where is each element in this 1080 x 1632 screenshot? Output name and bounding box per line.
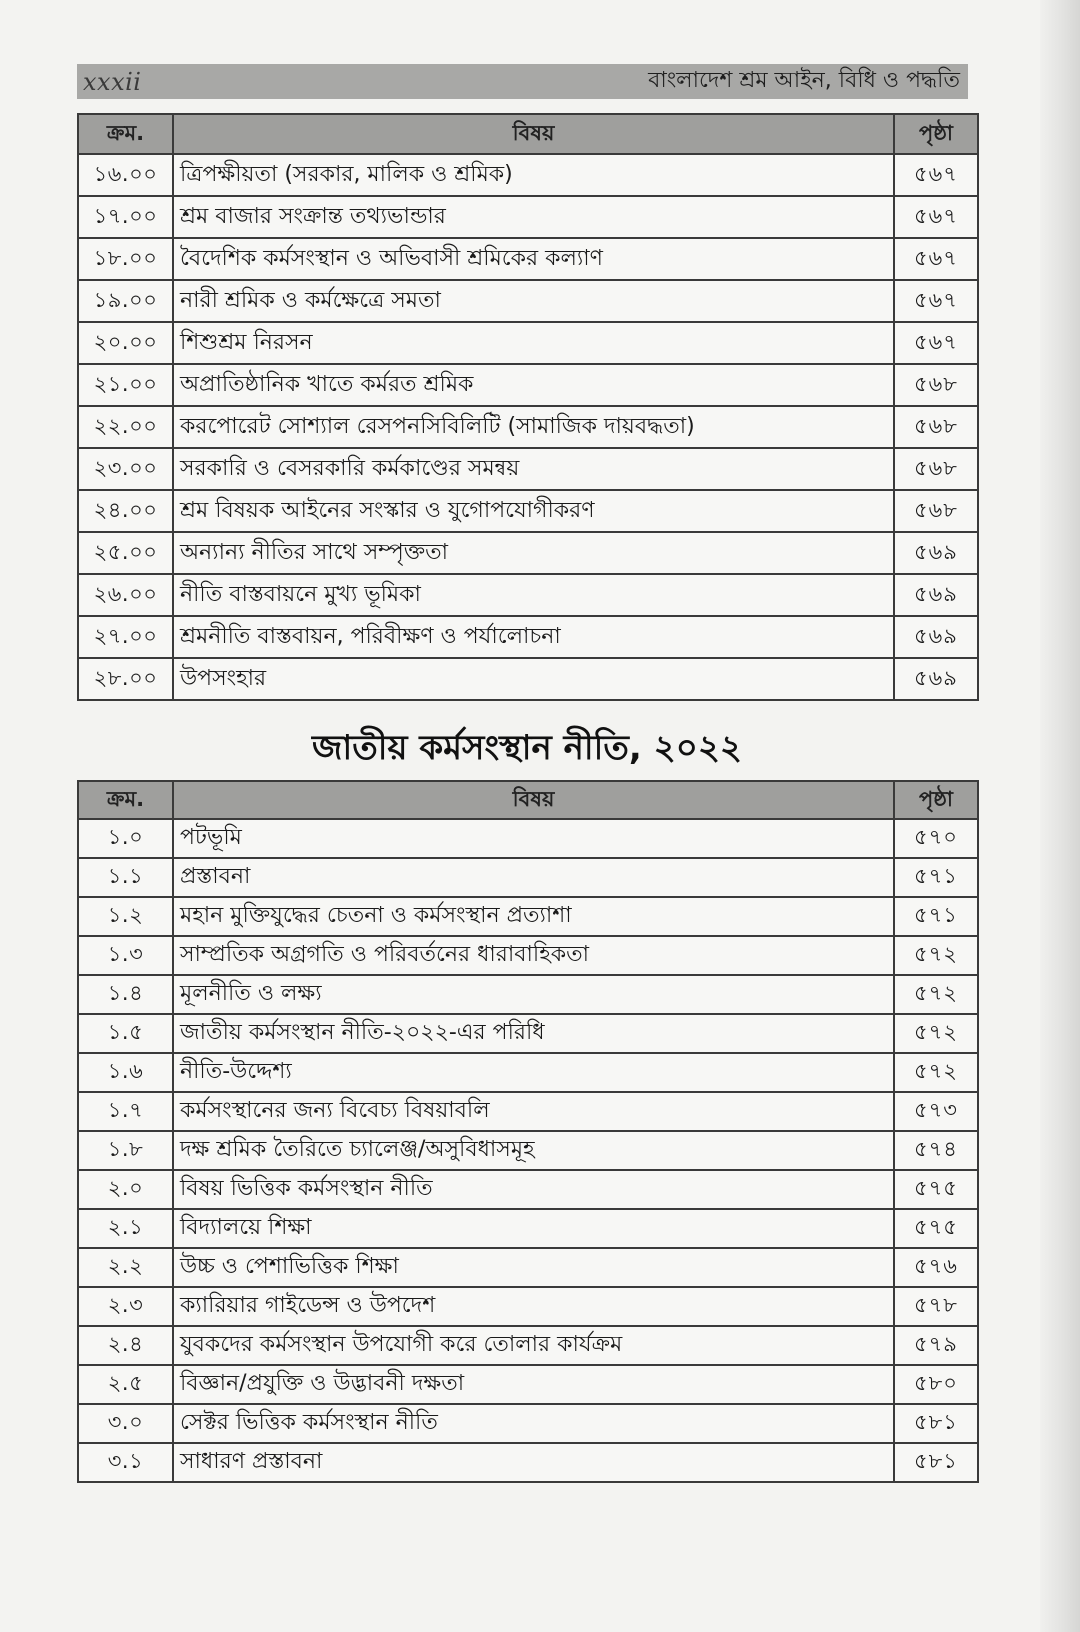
page-number-cell: ৫৭৬ <box>894 1248 978 1287</box>
page-number-cell: ৫৭২ <box>894 1053 978 1092</box>
page-number-cell: ৫৬৮ <box>894 364 978 406</box>
serial-cell: ২৭.০০ <box>78 616 173 658</box>
table-row <box>78 448 978 490</box>
subject-cell: নারী শ্রমিক ও কর্মক্ষেত্রে সমতা <box>173 280 894 322</box>
book-title: বাংলাদেশ শ্রম আইন, বিধি ও পদ্ধতি <box>648 68 960 93</box>
table-row <box>78 858 978 897</box>
table-row <box>78 196 978 238</box>
table-row <box>78 1053 978 1092</box>
serial-cell: ১.৪ <box>78 975 173 1014</box>
serial-cell: ১৭.০০ <box>78 196 173 238</box>
table-row <box>78 238 978 280</box>
serial-cell: ১.২ <box>78 897 173 936</box>
page-number-cell: ৫৬৯ <box>894 532 978 574</box>
subject-cell: সেক্টর ভিত্তিক কর্মসংস্থান নীতি <box>173 1404 894 1443</box>
page-number-cell: ৫৮১ <box>894 1404 978 1443</box>
page-number-cell: ৫৬৮ <box>894 406 978 448</box>
table-row <box>78 154 978 196</box>
serial-cell: ১.৫ <box>78 1014 173 1053</box>
serial-cell: ২.৫ <box>78 1365 173 1404</box>
table-row <box>78 322 978 364</box>
table-row <box>78 1326 978 1365</box>
page-number-cell: ৫৬৯ <box>894 658 978 700</box>
page-number-cell: ৫৬৭ <box>894 322 978 364</box>
subject-cell: উচ্চ ও পেশাভিত্তিক শিক্ষা <box>173 1248 894 1287</box>
toc-table-labour-policy <box>77 113 979 701</box>
table-row <box>78 1287 978 1326</box>
subject-cell: নীতি-উদ্দেশ্য <box>173 1053 894 1092</box>
page-number-cell: ৫৮১ <box>894 1443 978 1482</box>
table-row <box>78 406 978 448</box>
page-number-cell: ৫৭১ <box>894 897 978 936</box>
serial-cell: ১.৮ <box>78 1131 173 1170</box>
serial-cell: ১.৩ <box>78 936 173 975</box>
serial-cell: ৩.০ <box>78 1404 173 1443</box>
serial-cell: ২৮.০০ <box>78 658 173 700</box>
serial-cell: ২৬.০০ <box>78 574 173 616</box>
serial-cell: ১.০ <box>78 819 173 858</box>
subject-cell: যুবকদের কর্মসংস্থান উপযোগী করে তোলার কার্যক্রম <box>173 1326 894 1365</box>
table-row <box>78 975 978 1014</box>
serial-cell: ১.৬ <box>78 1053 173 1092</box>
page-number-cell: ৫৭১ <box>894 858 978 897</box>
column-header-serial: ক্রম. <box>78 781 173 819</box>
subject-cell: সাম্প্রতিক অগ্রগতি ও পরিবর্তনের ধারাবাহিকতা <box>173 936 894 975</box>
serial-cell: ২৩.০০ <box>78 448 173 490</box>
page-number-cell: ৫৭৫ <box>894 1170 978 1209</box>
table-row <box>78 1404 978 1443</box>
table-header-row <box>78 781 978 819</box>
table-row <box>78 1170 978 1209</box>
page-edge-shadow <box>1040 0 1080 1632</box>
page-number-cell: ৫৭৩ <box>894 1092 978 1131</box>
table-row <box>78 616 978 658</box>
table-row <box>78 936 978 975</box>
serial-cell: ২০.০০ <box>78 322 173 364</box>
subject-cell: শ্রম বিষয়ক আইনের সংস্কার ও যুগোপযোগীকরণ <box>173 490 894 532</box>
subject-cell: অপ্রাতিষ্ঠানিক খাতে কর্মরত শ্রমিক <box>173 364 894 406</box>
serial-cell: ১.৭ <box>78 1092 173 1131</box>
page-number-cell: ৫৭৮ <box>894 1287 978 1326</box>
toc-table-employment-policy <box>77 780 979 1483</box>
column-header-serial: ক্রম. <box>78 114 173 154</box>
section-title: জাতীয় কর্মসংস্থান নীতি, ২০২২ <box>311 728 743 768</box>
subject-cell: পটভূমি <box>173 819 894 858</box>
serial-cell: ২২.০০ <box>78 406 173 448</box>
subject-cell: শ্রম বাজার সংক্রান্ত তথ্যভান্ডার <box>173 196 894 238</box>
page-number-cell: ৫৬৭ <box>894 154 978 196</box>
page-number-cell: ৫৭২ <box>894 1014 978 1053</box>
serial-cell: ২১.০০ <box>78 364 173 406</box>
subject-cell: ক্যারিয়ার গাইডেন্স ও উপদেশ <box>173 1287 894 1326</box>
page-number-cell: ৫৭৯ <box>894 1326 978 1365</box>
page-number-cell: ৫৬৯ <box>894 616 978 658</box>
table-row <box>78 1248 978 1287</box>
table-row <box>78 1092 978 1131</box>
subject-cell: উপসংহার <box>173 658 894 700</box>
serial-cell: ২.১ <box>78 1209 173 1248</box>
subject-cell: শ্রমনীতি বাস্তবায়ন, পরিবীক্ষণ ও পর্যালোচনা <box>173 616 894 658</box>
table-row <box>78 1443 978 1482</box>
table-row <box>78 897 978 936</box>
table-row <box>78 658 978 700</box>
page-number-cell: ৫৮০ <box>894 1365 978 1404</box>
serial-cell: ১.১ <box>78 858 173 897</box>
serial-cell: ১৮.০০ <box>78 238 173 280</box>
serial-cell: ২.৩ <box>78 1287 173 1326</box>
table-row <box>78 819 978 858</box>
running-header <box>77 64 968 99</box>
subject-cell: মূলনীতি ও লক্ষ্য <box>173 975 894 1014</box>
page-number-cell: ৫৭২ <box>894 975 978 1014</box>
subject-cell: বৈদেশিক কর্মসংস্থান ও অভিবাসী শ্রমিকের কল্যাণ <box>173 238 894 280</box>
page-number-cell: ৫৬৭ <box>894 280 978 322</box>
table-header-row <box>78 114 978 154</box>
serial-cell: ২৫.০০ <box>78 532 173 574</box>
page-number-cell: ৫৭২ <box>894 936 978 975</box>
serial-cell: ২.২ <box>78 1248 173 1287</box>
page-number-cell: ৫৭০ <box>894 819 978 858</box>
subject-cell: বিজ্ঞান/প্রযুক্তি ও উদ্ভাবনী দক্ষতা <box>173 1365 894 1404</box>
table-row <box>78 1014 978 1053</box>
table-row <box>78 574 978 616</box>
table-row <box>78 1365 978 1404</box>
table-row <box>78 490 978 532</box>
subject-cell: সরকারি ও বেসরকারি কর্মকাণ্ডের সমন্বয় <box>173 448 894 490</box>
column-header-subject: বিষয় <box>173 114 894 154</box>
subject-cell: বিদ্যালয়ে শিক্ষা <box>173 1209 894 1248</box>
serial-cell: ২.০ <box>78 1170 173 1209</box>
serial-cell: ২.৪ <box>78 1326 173 1365</box>
column-header-subject: বিষয় <box>173 781 894 819</box>
subject-cell: প্রস্তাবনা <box>173 858 894 897</box>
page-number-cell: ৫৬৯ <box>894 574 978 616</box>
table-row <box>78 364 978 406</box>
serial-cell: ৩.১ <box>78 1443 173 1482</box>
table-row <box>78 1209 978 1248</box>
subject-cell: বিষয় ভিত্তিক কর্মসংস্থান নীতি <box>173 1170 894 1209</box>
table-row <box>78 532 978 574</box>
page-number-cell: ৫৬৮ <box>894 490 978 532</box>
page-number-cell: ৫৬৭ <box>894 196 978 238</box>
subject-cell: মহান মুক্তিযুদ্ধের চেতনা ও কর্মসংস্থান প্রত্যাশা <box>173 897 894 936</box>
subject-cell: সাধারণ প্রস্তাবনা <box>173 1443 894 1482</box>
column-header-page: পৃষ্ঠা <box>894 781 978 819</box>
subject-cell: দক্ষ শ্রমিক তৈরিতে চ্যালেঞ্জ/অসুবিধাসমূহ <box>173 1131 894 1170</box>
table-row <box>78 1131 978 1170</box>
serial-cell: ১৬.০০ <box>78 154 173 196</box>
column-header-page: পৃষ্ঠা <box>894 114 978 154</box>
page-number-cell: ৫৬৭ <box>894 238 978 280</box>
subject-cell: ত্রিপক্ষীয়তা (সরকার, মালিক ও শ্রমিক) <box>173 154 894 196</box>
serial-cell: ১৯.০০ <box>78 280 173 322</box>
subject-cell: নীতি বাস্তবায়নে মুখ্য ভূমিকা <box>173 574 894 616</box>
page-number: xxxii <box>83 67 142 96</box>
subject-cell: করপোরেট সোশ্যাল রেসপনসিবিলিটি (সামাজিক দায়বদ্ধতা) <box>173 406 894 448</box>
serial-cell: ২৪.০০ <box>78 490 173 532</box>
table-row <box>78 280 978 322</box>
page-number-cell: ৫৭৪ <box>894 1131 978 1170</box>
page-number-cell: ৫৬৮ <box>894 448 978 490</box>
subject-cell: জাতীয় কর্মসংস্থান নীতি-২০২২-এর পরিধি <box>173 1014 894 1053</box>
subject-cell: কর্মসংস্থানের জন্য বিবেচ্য বিষয়াবলি <box>173 1092 894 1131</box>
subject-cell: শিশুশ্রম নিরসন <box>173 322 894 364</box>
subject-cell: অন্যান্য নীতির সাথে সম্পৃক্ততা <box>173 532 894 574</box>
page-number-cell: ৫৭৫ <box>894 1209 978 1248</box>
